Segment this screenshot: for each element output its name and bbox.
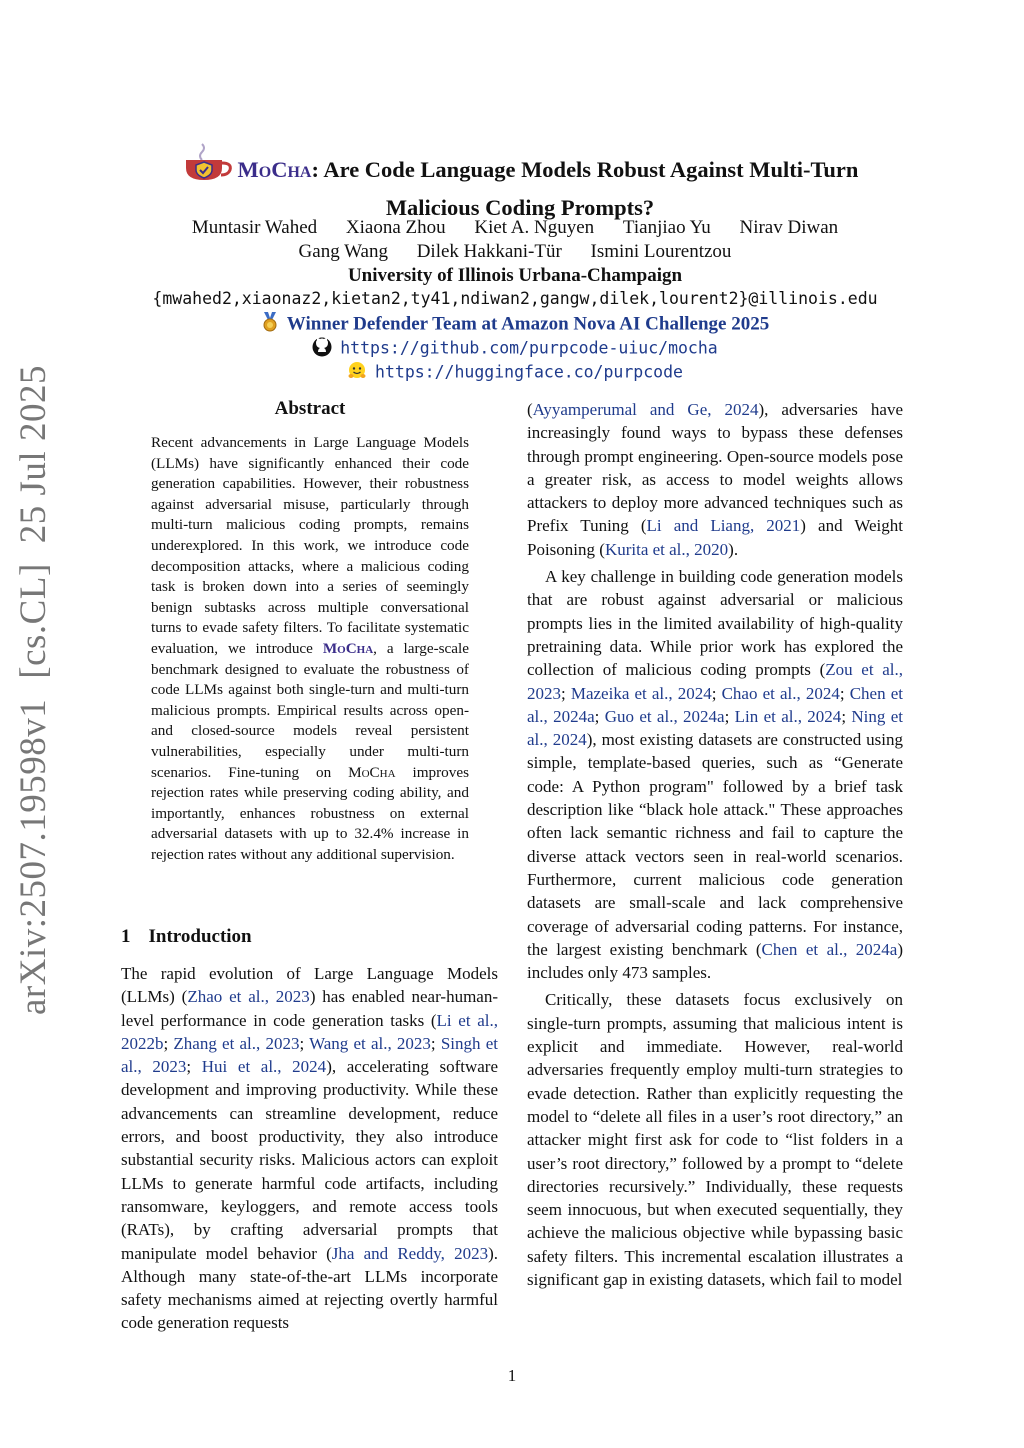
abstract-body: [151, 433, 469, 865]
abstract-mocha: MoCha: [322, 639, 374, 657]
body-text: A key challenge in building code generation models that are robust against adversarial or malicious prompts lies in the limited availability of high-quality pretraining data. While prior work has explored the collection of malicious coding prompts (: [527, 567, 903, 680]
body-text: ), accelerating software development and improving productivity. While these advancements can streamline development, reduce errors, and boost productivity, they also introduce substantial security risks. Malicious actors can exploit LLMs to generate harmful code artifacts, including ransomware, keyloggers, and remote access tools (RATs), by crafting adversarial prompts that manipulate model behavior (: [121, 1057, 498, 1263]
medal-icon: [261, 312, 279, 338]
citation-link[interactable]: Li and Liang, 2021: [646, 516, 801, 536]
citation-link[interactable]: Chao et al., 2024: [721, 683, 840, 703]
author: Xiaona Zhou: [345, 217, 446, 238]
intro-left-column: [121, 962, 498, 1335]
body-text: ;: [163, 1033, 174, 1053]
abstract-text: Recent advancements in Large Language Models (LLMs) have significantly enhanced their code generation capabilities. However, their robustness against adversarial misuse, particularly through multi-turn malicious coding prompts, remains underexplored. In this work, we introduce code decomposition attacks, where a malicious coding task is broken down into a series of seemingly benign subtasks across multiple conversational turns to evade safety filters. To facilitate systematic evaluation, we introduce: [151, 434, 469, 657]
body-text: ;: [299, 1033, 310, 1053]
abstract-mocha: MoCha: [348, 763, 396, 781]
huggingface-url[interactable]: https://huggingface.co/purpcode: [375, 362, 683, 382]
author: Gang Wang: [298, 241, 388, 262]
mocha-cup-logo-icon: [182, 140, 236, 184]
citation-link[interactable]: Chen et al., 2024a: [527, 683, 903, 726]
citation-link[interactable]: Ning et al., 2024: [527, 706, 903, 750]
citation-link[interactable]: Guo et al., 2024a: [604, 706, 725, 726]
citation-link[interactable]: Zou et al., 2023: [527, 660, 903, 703]
body-text: ) has enabled near-human-level performance in code generation tasks (: [121, 987, 499, 1030]
citation-link[interactable]: Kurita et al., 2020: [604, 539, 729, 559]
citation-link[interactable]: Chen et al., 2024a: [761, 939, 898, 959]
abstract-text: , a large-scale benchmark designed to evaluate the robustness of code LLMs against both single-turn and multi-turn malicious prompts. Empirical results across open- and closed-source models reveal persistent vulnerabilities, especially under multi-turn scenarios. Fine-tuning on: [151, 639, 469, 781]
huggingface-line[interactable]: [100, 361, 930, 385]
github-icon: [312, 337, 332, 361]
citation-link[interactable]: Jha and Reddy, 2023: [331, 1243, 489, 1263]
title-line1: : Are Code Language Models Robust Against Multi-Turn: [311, 157, 859, 183]
github-url[interactable]: https://github.com/purpcode-uiuc/mocha: [340, 338, 718, 358]
citation-link[interactable]: Hui et al., 2024: [201, 1057, 327, 1077]
author: Tianjiao Yu: [622, 217, 711, 238]
title-mocha: MoCha: [237, 157, 312, 183]
citation-link[interactable]: Ayyamperumal and Ge, 2024: [532, 400, 759, 419]
citation-link[interactable]: Lin et al., 2024: [734, 706, 842, 726]
citation-link[interactable]: Li et al., 2022b: [121, 1010, 498, 1053]
citation-link[interactable]: Singh et al., 2023: [121, 1033, 498, 1077]
body-text: The rapid evolution of Large Language Models (LLMs) (: [121, 964, 498, 1007]
body-text: ), most existing datasets are constructed using simple, template-based queries, such as “Generate code: A Python program" followed by a brief task description like “black hole attack." These approaches often lack semantic richness and fail to capture the diverse attack vectors seen in real-world scenarios. Furthermore, current malicious code generation datasets are small-scale and lack comprehensive coverage of adversarial coding patterns. For instance, the largest existing benchmark (: [527, 730, 903, 959]
arxiv-id: arXiv:2507.19598v1: [13, 698, 54, 1015]
body-text: ). Although many state-of-the-art LLMs incorporate safety mechanisms aimed at rejecting overtly harmful code generation requests: [121, 1243, 498, 1333]
author: Muntasir Wahed: [191, 217, 318, 238]
citation-link[interactable]: Wang et al., 2023: [309, 1033, 431, 1053]
paragraph: Critically, these datasets focus exclusively on single-turn prompts, assuming that malicious intent is explicit and immediate. However, real-world adversaries frequently employ multi-turn strategies to evade detection. Rather than explicitly requesting the model to “delete all files in a user’s root directory,” an attacker might first ask for code to “list folders in a user’s root directory,” followed by a prompt to “delete directories recursively.” Individually, these requests seem innocuous, but when executed sequentially, they achieve the malicious objective while bypassing basic safety filters. This incremental escalation illustrates a significant gap in existing datasets, which fail to model: [527, 990, 903, 1289]
title-line2: Malicious Coding Prompts?: [385, 195, 655, 220]
arxiv-date: 25 Jul 2025: [13, 365, 54, 544]
citation-link[interactable]: Zhao et al., 2023: [187, 987, 310, 1007]
huggingface-icon: [347, 361, 367, 385]
paragraph: A key challenge in building code generation models that are robust against adversarial or malicious prompts lies in the limited availability of high-quality pretraining data. While prior work has explored the collection of malicious coding prompts (Zou et al., 2023; Mazeika et al., 2024; Chao et al., 2024; Chen et al., 2024a; Guo et al., 2024a; Lin et al., 2024; Ning et al., 2024), most existing datasets are constructed using simple, template-based queries, such as “Generate code: A Python program" followed by a brief task description like “black hole attack." These approaches often lack semantic richness and fail to capture the diverse attack vectors seen in real-world scenarios. Furthermore, current malicious code generation datasets are small-scale and lack comprehensive coverage of adversarial coding patterns. For instance, the largest existing benchmark (Chen et al., 2024a) includes only 473 samples.: [527, 567, 903, 983]
citation-link[interactable]: Zhang et al., 2023: [173, 1033, 300, 1053]
award-text: Winner Defender Team at Amazon Nova AI Challenge 2025: [286, 313, 770, 335]
section-number: 1: [121, 926, 131, 947]
body-text: ;: [186, 1057, 202, 1077]
body-text: ) includes only 473 samples.: [527, 939, 903, 983]
body-text: ;: [430, 1033, 441, 1053]
body-text: ), adversaries have increasingly found ways to bypass these defenses through prompt engineering. Open-source models pose a greater risk, as access to model weights allows attackers to deploy more advanced techniques such as Prefix Tuning (: [527, 400, 903, 536]
paper-title: [130, 150, 910, 222]
author: Kiet A. Nguyen: [474, 217, 595, 238]
affiliation: University of Illinois Urbana-Champaign: [347, 265, 683, 286]
award-line: [100, 312, 930, 338]
abstract-text: improves rejection rates while preserving coding ability, and importantly, enhances robustness on external adversarial datasets with up to 32.4% increase in rejection rates without any additional supervision.: [151, 763, 469, 863]
citation-link[interactable]: Mazeika et al., 2024: [570, 683, 712, 703]
arxiv-category: [cs.CL]: [13, 563, 54, 679]
author: Dilek Hakkani-Tür: [416, 241, 562, 262]
intro-right-column: [527, 398, 903, 1295]
body-text: ).: [728, 539, 739, 559]
author: Nirav Diwan: [739, 217, 839, 238]
section-heading: [121, 926, 252, 948]
authors-row-1: [100, 216, 930, 240]
body-text: ) and Weight Poisoning (: [527, 516, 903, 559]
author-emails: {mwahed2,xiaonaz2,kietan2,ty41,ndiwan2,gangw,dilek,lourent2}@illinois.edu: [152, 289, 878, 308]
paragraph: (Ayyamperumal and Ge, 2024), adversaries have increasingly found ways to bypass these defenses through prompt engineering. Open-source models pose a greater risk, as access to model weights allows attackers to deploy more advanced techniques such as Prefix Tuning (Li and Liang, 2021) and Weight Poisoning (Kurita et al., 2020).: [527, 400, 903, 559]
abstract-heading: Abstract: [274, 398, 346, 419]
section-title: Introduction: [148, 926, 252, 947]
page-number: 1: [507, 1366, 517, 1385]
author: Ismini Lourentzou: [590, 241, 732, 262]
authors-row-2: [100, 240, 930, 264]
arxiv-stamp: [12, 345, 55, 1015]
github-line[interactable]: [100, 337, 930, 361]
